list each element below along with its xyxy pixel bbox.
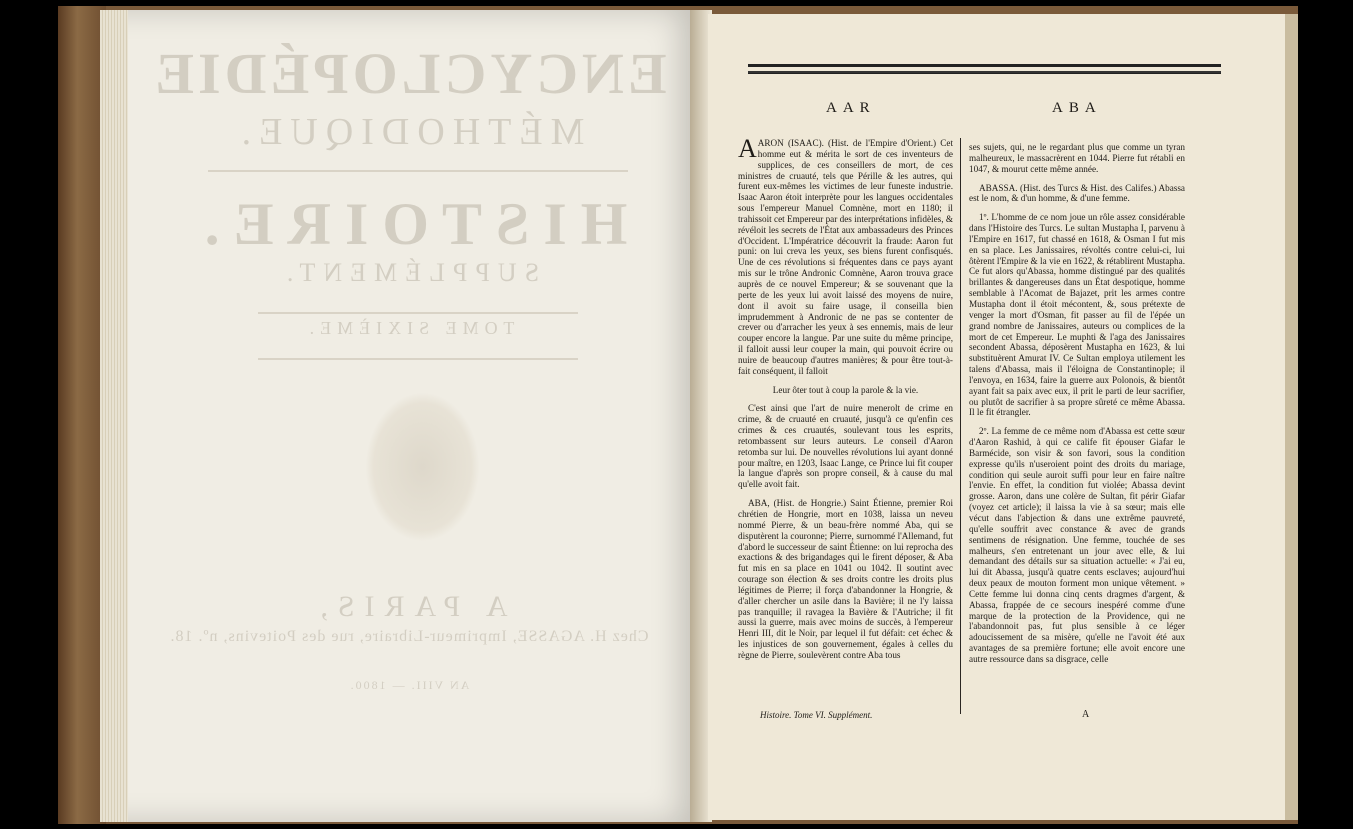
entry-aba-cont: ses sujets, qui, ne le regardant plus que comme un tyran malheureux, le massacrèrent en 1044. Pierre fut rétabli en 1047, & mourut cette même année. bbox=[969, 142, 1185, 174]
ghost-imprint-city: A PARIS, bbox=[310, 590, 508, 623]
entry-abassa-woman: 2º. La femme de ce même nom d'Abassa est cette sœur d'Aaron Rashid, à qui ce calife fit épouser Giafar le Barmécide, son visir & son favori, sous la condition expresse qu'ils n'useroient point des droits du mariage, condition qui seule auroit suffi pour leur en faire naître l'envie. En effet, la condition fut violée; Abassa devint grosse. Aaron, dans une colère de Sultan, fit périr Giafar (voyez cet article); il laissa la vie à sa sœur; mais elle vécut dans l'abjection & dans une extrême pauvreté, qu'elle souffrit avec constance & avec de grands sentimens de résignation. Une femme, touchée de ses malheurs, s'en entretenant un jour avec elle, & lui demandant des détails sur sa situation actuelle: « J'ai eu, lui dit Abassa, jusqu'à quatre cents esclaves; aujourd'hui deux peaux de mouton forment mon unique vêtement. » Cette femme lui donna cinq cents dragmes d'argent, & Abassa, frappée de ce secours inespéré comme d'une marque de la protection de la Providence, qui ne l'abandonnoit pas, fut plus sensible à ce léger adoucissement de sa misère, qu'elle ne l'avoit été aux avantages de sa première fortune; elle avoit encore une autre ressource dans sa disgrace, celle bbox=[969, 426, 1185, 664]
entry-abassa: ABASSA. (Hist. des Turcs & Hist. des Califes.) Abassa est le nom, & d'un homme, & d'une femme. bbox=[969, 182, 1185, 204]
column-divider bbox=[960, 138, 961, 714]
verse-quote: Leur ôter tout à coup la parole & la vie. bbox=[772, 384, 919, 395]
drop-cap: A bbox=[738, 134, 757, 163]
ghost-printer-emblem bbox=[365, 392, 480, 542]
text-column-right bbox=[969, 142, 1185, 665]
entry-aaron-text: ARON (ISAAC). (Hist. de l'Empire d'Orient.) Cet homme eut & mérita le sort de ces inventeurs de supplices, de ces conseillers de mort, de ces ministres de cruauté, tels que Pérille & les autres, qui furent eux-mêmes les victimes de leur funeste industrie. Isaac Aaron étoit interprète pour les langues occidentales sous l'empereur Manuel Comnène, mort en 1180; il trahissoit cet Empereur par des interprétations infidèles, & révéloit les secrets de l'État aux ambassadeurs des Princes d'Occident. L'Impératrice découvrit la fraude: Aaron fut puni: on lui creva les yeux, ses biens furent confisqués. Une de ces révolutions si fréquentes dans ce pays ayant mis sur le trône Andronic Comnène, Aaron trouva grace auprès de ce nouvel Empereur; & se souvenant que la perte de les yeux lui avoit laissé des moyens de nuire, dont il avoit su faire usage, il conseilla bien imprudemment à Andronic de ne pas se contenter de crever ou d'arracher les yeux à ses ennemis, mais de leur couper encore la langue. Par une suite du même principe, il falloit aussi leur couper la main, qui pouvoit écrire ou nuire de beaucoup d'autres manières; & pour être tout-à-fait conséquent, il falloit bbox=[738, 138, 953, 376]
ghost-title-tome: TOME SIXIÈME. bbox=[303, 318, 515, 338]
entry-aba: ABA, (Hist. de Hongrie.) Saint Étienne, premier Roi chrétien de Hongrie, mort en 1038, laissa un neveu nommé Pierre, & un beau-frère nommé Aba, qui se disputèrent la couronne; Pierre, surnommé l'Allemand, fut d'abord le successeur de saint Étienne: on lui reprocha des exactions & des brigandages qui le firent déposer, & Aba fut mis en sa place en 1041 ou 1042. Il soutint avec courage son élection & ses droits contre les droits plus légitimes de Pierre; il força d'abandonner la Hongrie, & d'aller chercher un asile dans la Bavière; il ne l'y laissa pas tranquille; il ravagea la Bavière & l'Autriche; il fit aussi la guerre, mais avec moins de succès, à l'empereur Henri III, dit le Noir, par lequel il fut défait: cet échec & les injustices de son gouvernement, égales à celles du règne de Pierre, soulevèrent contre Aba tous bbox=[738, 498, 953, 660]
page-footer: Histoire. Tome VI. Supplément. bbox=[760, 710, 873, 720]
ghost-title-methodique: MÉTHODIQUE. bbox=[233, 111, 585, 153]
header-rule-thin bbox=[748, 71, 1221, 73]
text-column-left bbox=[738, 134, 953, 661]
book-spine-left bbox=[58, 6, 106, 824]
ghost-imprint-publisher: Chez H. AGASSE, Imprimeur-Libraire, rue des Poitevins, nº. 18. bbox=[169, 628, 649, 645]
ghost-rule bbox=[208, 170, 628, 172]
running-head-right: ABA bbox=[1052, 100, 1102, 116]
ghost-title-histoire: HISTOIRE. bbox=[190, 191, 628, 257]
ghost-imprint-year: AN VIII. — 1800. bbox=[348, 678, 470, 692]
page-edge-right bbox=[1285, 14, 1298, 820]
ghost-title-supplement: SUPPLÉMENT. bbox=[278, 258, 540, 287]
running-head-left: AAR bbox=[826, 100, 876, 116]
entry-aaron-cont: C'est ainsi que l'art de nuire menerolt de crime en crime, & de cruauté en cruauté, jusqu'à ce qu'enfin ces crimes & ces cruautés, soulevant tous les esprits, retombassent sur leurs auteurs. Le conseil d'Aaron retomba sur lui. De nouvelles révolutions lui ayant donné pour maître, en 1203, Isaac Lange, ce Prince lui fit couper la langue d'après son propre conseil, & à cause du mal qu'elle avoit fait. bbox=[738, 403, 953, 490]
entry-aaron bbox=[738, 134, 953, 377]
signature-mark: A bbox=[1082, 709, 1090, 720]
ghost-rule bbox=[258, 358, 578, 360]
ghost-title-encyclopedie: ENCYCLOPÉDIE bbox=[151, 41, 667, 106]
ghost-rule bbox=[258, 312, 578, 314]
entry-abassa-man: 1º. L'homme de ce nom joue un rôle assez considérable dans l'Histoire des Turcs. Le sultan Mustapha I, parvenu à l'Empire en 1617, fut chassé en 1618, & Osman I fut mis en sa place. Les Janissaires, révoltés contre celui-ci, lui ôtèrent l'Empire & la vie en 1622, & rétablirent Mustapha. Ce fut alors qu'Abassa, homme distingué par des qualités brillantes & dangereuses dans un État despotique, homme semblable à l'Acomat de Bajazet, prit les armes contre Mustapha dont il étoit mécontent, &, sous prétexte de venger la mort d'Osman, fit passer au fil de l'épée un grand nombre de Janissaires, auteurs ou complices de la mort de cet Empereur. Le muphti & l'aga des Janissaires secondent Abassa, déposèrent Mustapha en 1623, & lui substituèrent Amurat IV. Ce Sultan employa utilement les talens d'Abassa, mais il l'éloigna de Constantinople; il l'envoya, en 1634, faire la guerre aux Polonois, & bientôt ayant fait sa paix avec eux, il prit le parti de leur sacrifier, ou plutôt de sacrifier à sa propre sûreté ce même Abassa. Il le fit étrangler. bbox=[969, 212, 1185, 418]
